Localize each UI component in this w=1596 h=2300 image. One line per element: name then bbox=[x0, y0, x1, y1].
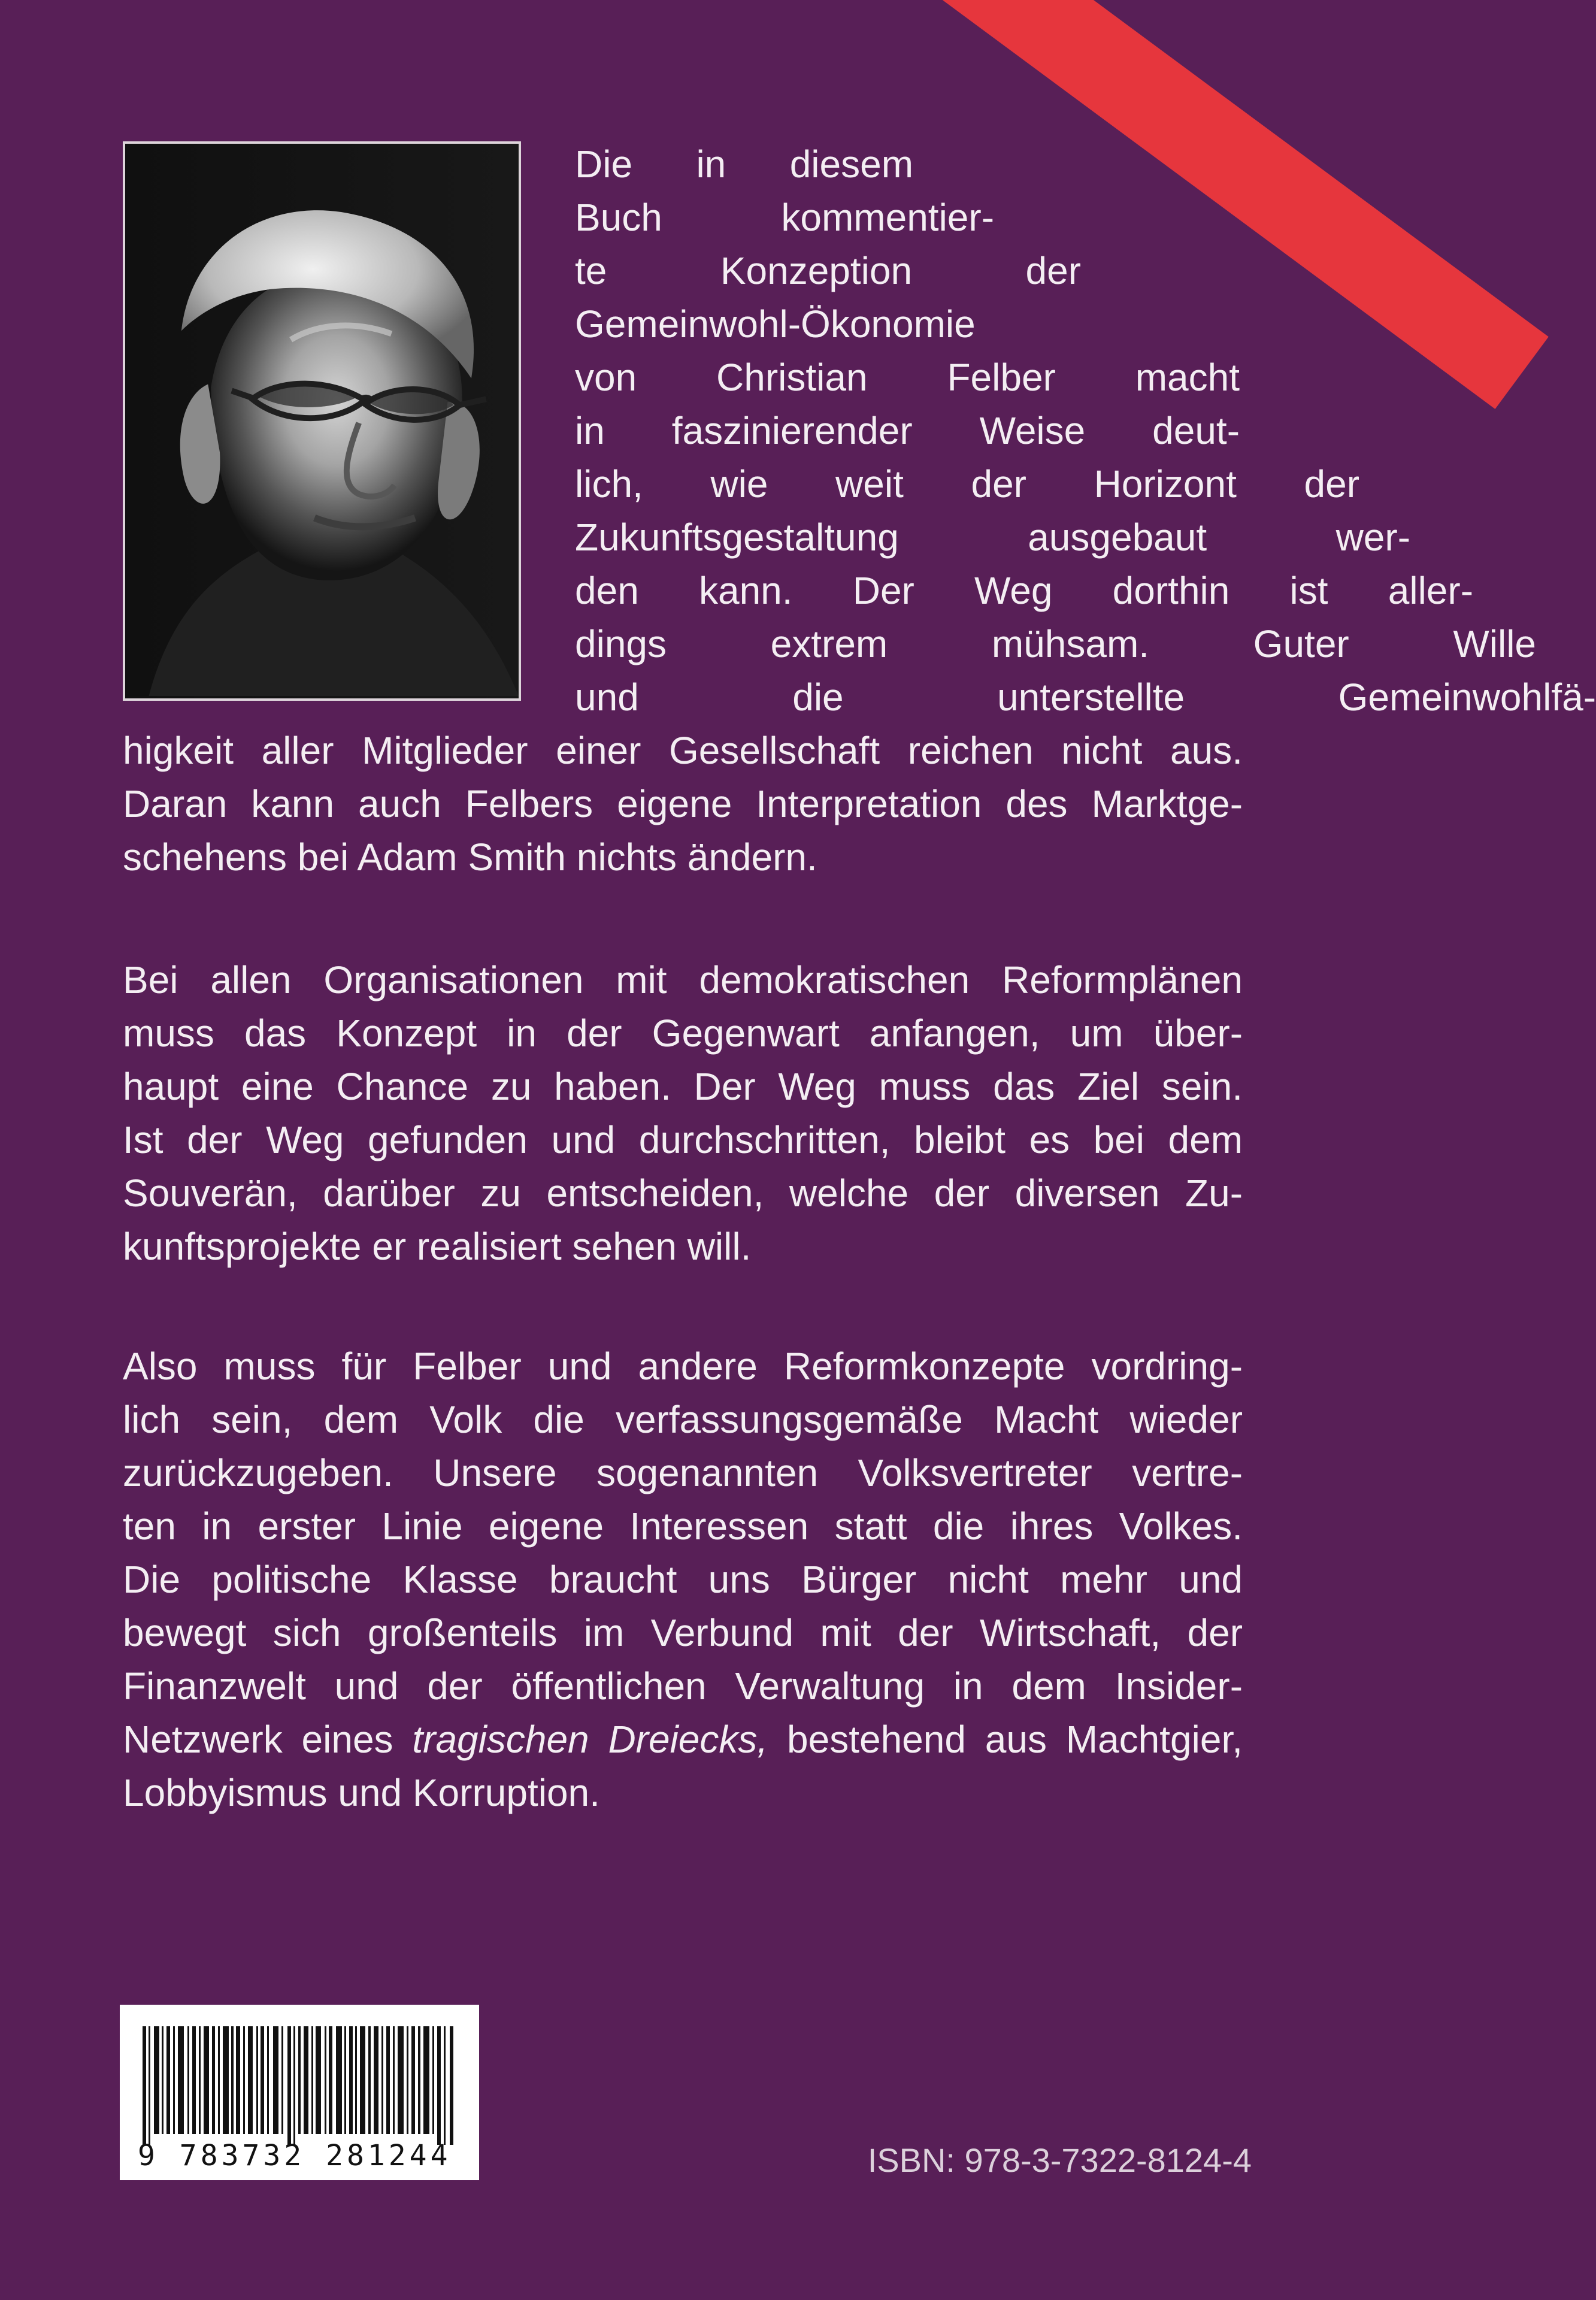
blurb-line: Buch kommentier- bbox=[575, 196, 994, 239]
blurb-line: haupt eine Chance zu haben. Der Weg muss das Ziel sein. bbox=[123, 1065, 1243, 1108]
blurb-line-with-italic bbox=[123, 1713, 1243, 1766]
barcode-digits: 9 783732 281244 bbox=[138, 2139, 452, 2172]
blurb-line: muss das Konzept in der Gegenwart anfangen, um über- bbox=[123, 1012, 1243, 1055]
blurb-line: zurückzugeben. Unsere sogenannten Volksvertreter vertre- bbox=[123, 1451, 1243, 1494]
blurb-line: und die unterstellte Gemeinwohlfä- bbox=[575, 676, 1596, 719]
blurb-line: lich, wie weit der Horizont der bbox=[575, 462, 1359, 506]
italic-phrase: tragischen Dreiecks, bbox=[412, 1718, 768, 1761]
back-cover-blurb-paragraph-1 bbox=[123, 138, 1596, 884]
blurb-line: Bei allen Organisationen mit demokratischen Reformplänen bbox=[123, 958, 1243, 1001]
blurb-line: ten in erster Linie eigene Interessen statt die ihres Volkes. bbox=[123, 1505, 1243, 1548]
blurb-line: Die politische Klasse braucht uns Bürger nicht mehr und bbox=[123, 1558, 1243, 1601]
isbn-text: ISBN: 978-3-7322-8124-4 bbox=[867, 2141, 1252, 2179]
blurb-line: schehens bei Adam Smith nichts ändern. bbox=[123, 836, 817, 879]
back-cover-blurb-paragraph-2 bbox=[123, 954, 1243, 1273]
back-cover-blurb-paragraph-3 bbox=[123, 1340, 1243, 1820]
blurb-line: Finanzwelt und der öffentlichen Verwaltung in dem Insider- bbox=[123, 1665, 1243, 1708]
blurb-line: von Christian Felber macht bbox=[575, 356, 1240, 399]
blurb-line: Souverän, darüber zu entscheiden, welche der diversen Zu- bbox=[123, 1172, 1243, 1215]
blurb-line: Daran kann auch Felbers eigene Interpretation des Marktge- bbox=[123, 782, 1243, 825]
barcode-image bbox=[120, 2005, 479, 2180]
blurb-line: Zukunftsgestaltung ausgebaut wer- bbox=[575, 516, 1410, 559]
blurb-line: den kann. Der Weg dorthin ist aller- bbox=[575, 569, 1473, 612]
blurb-line: Die in diesem bbox=[575, 143, 913, 186]
blurb-line: in faszinierender Weise deut- bbox=[575, 409, 1240, 452]
blurb-line: Ist der Weg gefunden und durchschritten, bleibt es bei dem bbox=[123, 1118, 1243, 1161]
blurb-text: bestehend aus Machtgier, bbox=[768, 1718, 1243, 1761]
blurb-line: Gemeinwohl-Ökonomie bbox=[575, 302, 976, 346]
blurb-line: kunftsprojekte er realisiert sehen will. bbox=[123, 1225, 752, 1268]
blurb-text: Netzwerk eines bbox=[123, 1718, 413, 1761]
blurb-line: te Konzeption der bbox=[575, 249, 1081, 292]
blurb-line: Also muss für Felber und andere Reformkonzepte vordring- bbox=[123, 1345, 1243, 1388]
blurb-line: bewegt sich großenteils im Verbund mit der Wirtschaft, der bbox=[123, 1611, 1243, 1654]
blurb-line: dings extrem mühsam. Guter Wille bbox=[575, 622, 1536, 665]
blurb-line: higkeit aller Mitglieder einer Gesellschaft reichen nicht aus. bbox=[123, 729, 1243, 772]
blurb-line: Lobbyismus und Korruption. bbox=[123, 1771, 600, 1814]
blurb-line: lich sein, dem Volk die verfassungsgemäße Macht wieder bbox=[123, 1398, 1243, 1441]
